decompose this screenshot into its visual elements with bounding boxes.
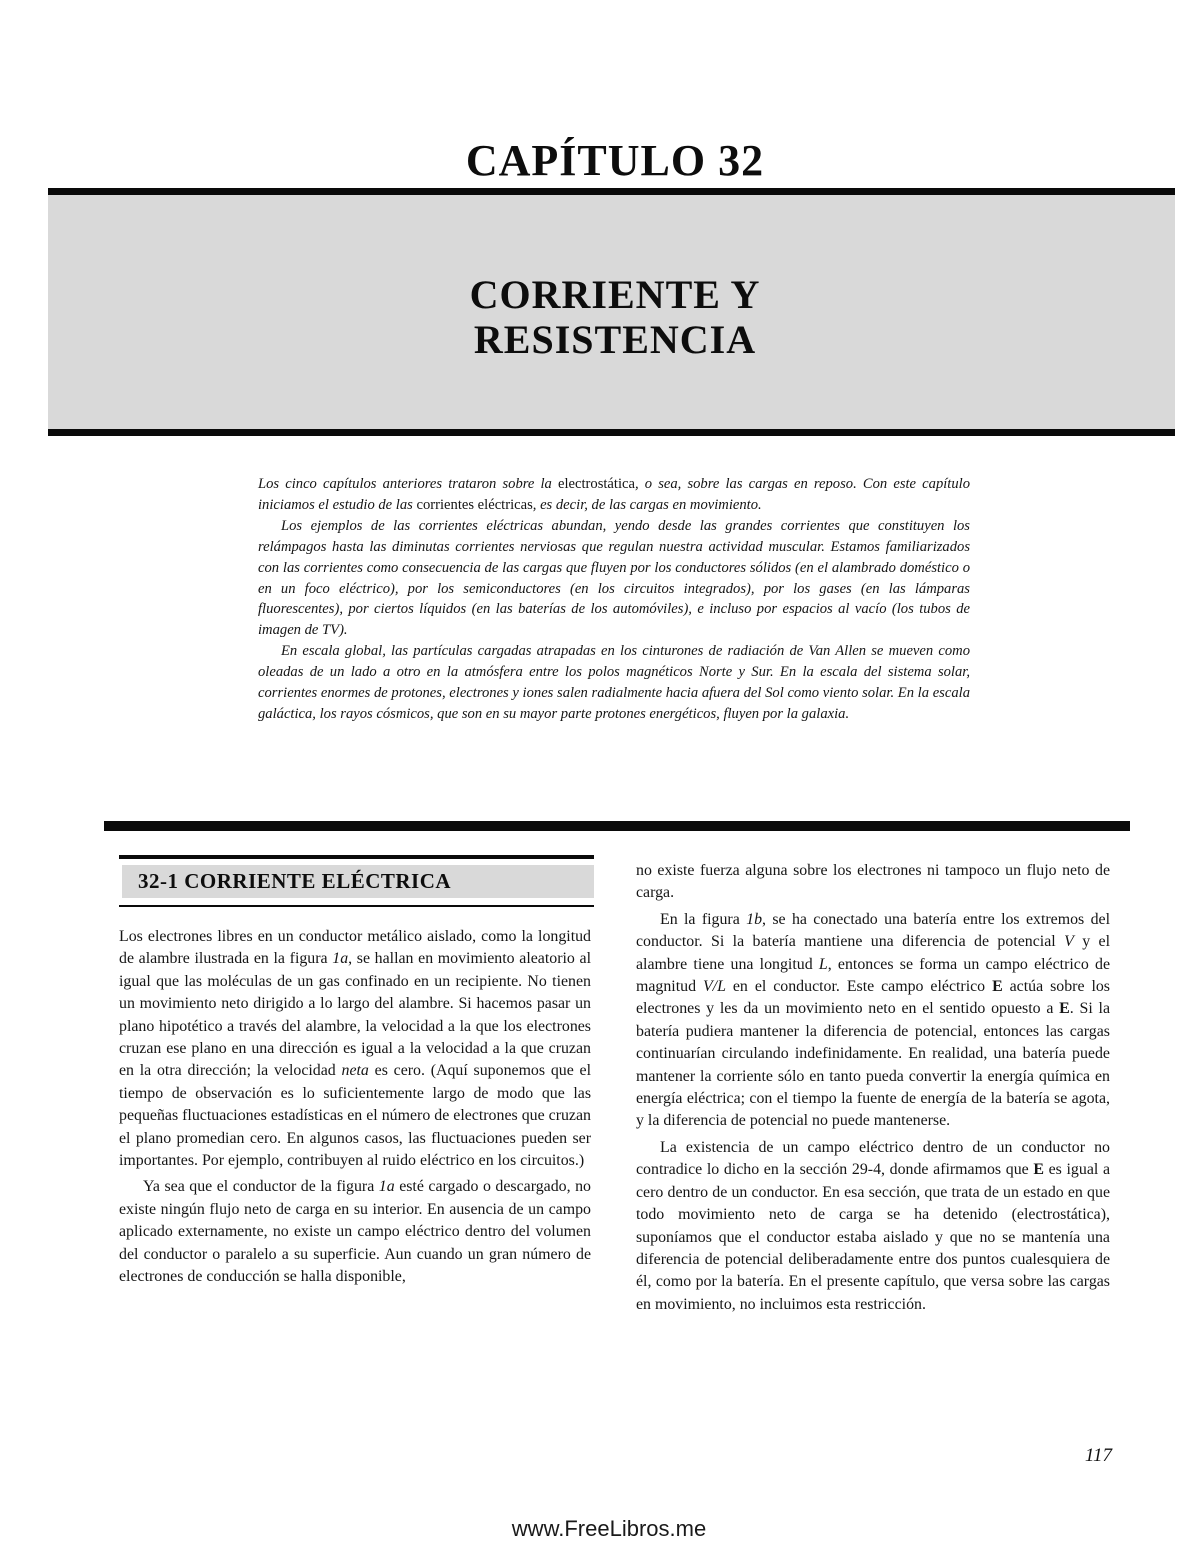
intro-paragraph-3: En escala global, las partículas cargadas atrapadas en los cinturones de radiación de Van Allen se mueven como oleadas de un lado a otro en la atmósfera entre los polos magnéticos Norte y Sur. En la escala del sistema solar, corrientes enormes de protones, electrones y iones salen radialmente hacia afuera del Sol como viento solar. En la escala galáctica, los rayos cósmicos, que son en su mayor parte protones energéticos, fluyen por la galaxia. (258, 643, 970, 722)
figure-reference: 1a (378, 1178, 395, 1196)
term-electrostatica: electrostática (558, 476, 635, 492)
section-divider-rule (104, 821, 1130, 831)
chapter-label: CAPÍTULO 32 (465, 136, 765, 185)
vector-E: E (1033, 1161, 1044, 1179)
body-paragraph: En la figura 1b, se ha conectado una batería entre los extremos del conductor. Si la batería mantiene una diferencia de potencial V y el alambre tiene una longitud L, entonces se forma un campo eléctrico de magnitud V/L en el conductor. Este campo eléctrico E actúa sobre los electrones y les da un movimiento neto en el sentido opuesto a E. Si la batería pudiera mantener la diferencia de potencial, entonces las cargas continuarían circulando indefinidamente. En realidad, una batería puede mantener la corriente sólo en tanto pueda convertir la energía química en energía eléctrica; con el tiempo la fuente de energía de la batería se agota, y la diferencia de potencial no puede mantenerse. (636, 910, 1111, 1130)
body-right-column (636, 860, 1110, 1316)
body-left-column (119, 926, 591, 1289)
body-paragraph: Ya sea que el conductor de la figura 1a esté cargado o descargado, no existe ningún flujo neto de carga en su interior. En ausencia de un campo aplicado externamente, no existe un campo eléctrico dentro del volumen del conductor o paralelo a su superficie. Aun cuando un gran número de electrones de conducción se halla disponible, (119, 1178, 591, 1286)
chapter-introduction (258, 474, 970, 725)
chapter-title-line-2: RESISTENCIA (473, 317, 757, 362)
body-paragraph: no existe fuerza alguna sobre los electrones ni tampoco un flujo neto de carga. (636, 862, 1110, 902)
figure-reference: 1b (746, 910, 763, 928)
page-number: 117 (1084, 1445, 1112, 1466)
symbol-V-over-L: V/L (702, 978, 726, 996)
body-paragraph: Los electrones libres en un conductor metálico aislado, como la longitud de alambre ilustrada en la figura 1a, se hallan en movimiento aleatorio al igual que las moléculas de un gas confinado en un recipiente. No tienen un movimiento neto dirigido a lo largo del alambre. Si hacemos pasar un plano hipotético a través del alambre, la velocidad a la que los electrones cruzan ese plano en una dirección es igual a la velocidad a la que cruzan en la otra dirección; la velocidad neta es cero. (Aquí suponemos que el tiempo de observación es lo suficientemente largo de modo que las pequeñas fluctuaciones estadísticas en el número de electrones que cruzan el plano promedian cero. En algunos casos, las fluctuaciones pueden ser importantes. Por ejemplo, contribuyen al ruido eléctrico en los circuitos.) (119, 928, 591, 1170)
emphasis-neta: neta (341, 1062, 369, 1080)
symbol-L: L (818, 955, 828, 973)
vector-E: E (992, 978, 1003, 996)
vector-E: E (1059, 1000, 1070, 1018)
intro-paragraph-2: Los ejemplos de las corrientes eléctricas abundan, yendo desde las grandes corrientes que constituyen los relámpagos hasta las diminutas corrientes nerviosas que regulan nuestra actividad muscular. Estamos familiarizados con las corrientes como consecuencia de las cargas que fluyen por los conductores sólidos (en el alambrado doméstico o en un foco eléctrico), por los semiconductores (en los circuitos integrados), por los gases (en las lámparas fluorescentes), por ciertos líquidos (en las baterías de los automóviles), e incluso por espacios al vacío (los tubos de imagen de TV). (258, 517, 970, 639)
chapter-title-line-1: CORRIENTE Y (469, 272, 761, 317)
section-heading: 32-1 CORRIENTE ELÉCTRICA (138, 869, 452, 893)
chapter-title (0, 272, 1200, 362)
figure-reference: 1a (332, 950, 349, 968)
term-corrientes-electricas: corrientes eléctricas (416, 496, 533, 513)
intro-paragraph-1: Los cinco capítulos anteriores trataron sobre la electrostática, o sea, sobre las cargas en reposo. Con este capítulo iniciamos el estudio de las corrientes eléctricas, es decir, de las cargas en movimiento. (258, 476, 970, 513)
symbol-V: V (1064, 933, 1074, 951)
footer-website: www.FreeLibros.me (511, 1516, 707, 1541)
body-paragraph: La existencia de un campo eléctrico dentro de un conductor no contradice lo dicho en la sección 29-4, donde afirmamos que E es igual a cero dentro de un conductor. En esa sección, que trata de un estado en que todo movimiento neto de carga se ha detenido (electrostática), suponíamos que el conductor estaba aislado y que no se mantenía una diferencia de potencial deliberadamente entre dos puntos cualesquiera de él, como por la batería. En el presente capítulo, que versa sobre las cargas en movimiento, no incluimos esta restricción. (636, 1138, 1111, 1313)
